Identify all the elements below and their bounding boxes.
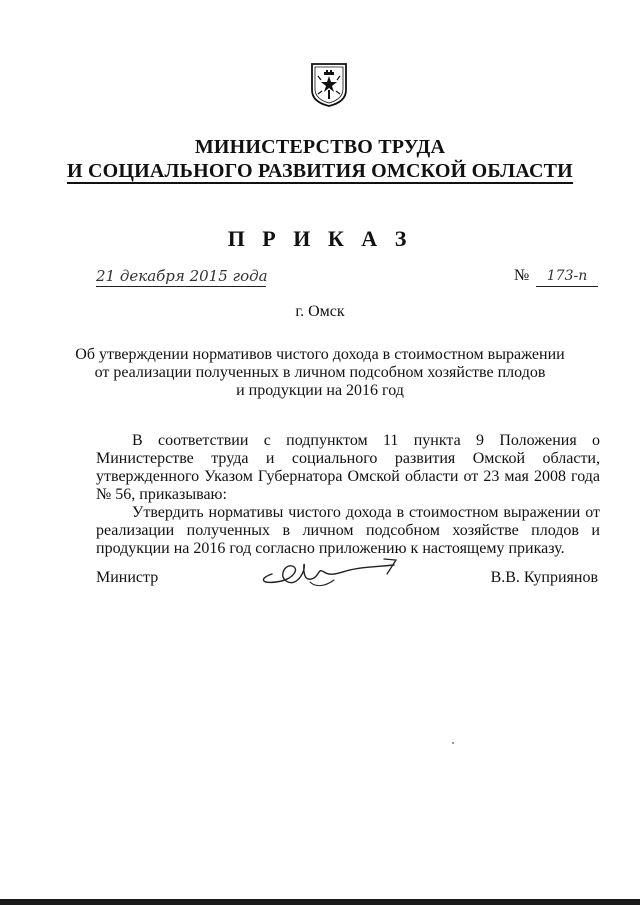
scan-speck — [452, 742, 454, 744]
document-body — [96, 432, 600, 558]
body-paragraph: В соответствии с подпунктом 11 пункта 9 Положения о Министерстве труда и социального развития Омской области, утвержденного Указом Губернатора Омской области от 23 мая 2008 года № 56, приказываю: — [96, 432, 600, 503]
document-date: 21 декабря 2015 года — [96, 267, 268, 285]
ministry-name-line2-text: И СОЦИАЛЬНОГО РАЗВИТИЯ ОМСКОЙ ОБЛАСТИ — [67, 160, 573, 182]
handwritten-signature — [254, 552, 404, 592]
subject-line: от реализации полученных в личном подсобном хозяйстве плодов — [94, 364, 546, 381]
body-paragraph: Утвердить нормативы чистого дохода в стоимостном выражении от реализации полученных в личном подсобном хозяйстве плодов и продукции на 2016 год согласно приложению к настоящему приказу. — [96, 504, 600, 557]
signer-name: В.В. Куприянов — [490, 569, 598, 586]
ministry-name-line2 — [0, 160, 640, 183]
coat-of-arms-icon — [308, 60, 350, 108]
signer-role: Министр — [96, 569, 159, 586]
subject-line: Об утверждении нормативов чистого дохода в стоимостном выражении — [75, 346, 565, 363]
document-city: г. Омск — [295, 303, 345, 320]
scan-bottom-edge — [0, 899, 640, 905]
document-subject — [0, 346, 640, 400]
ministry-name-line1: МИНИСТЕРСТВО ТРУДА — [194, 136, 446, 158]
document-number-label: № — [514, 267, 530, 284]
document-number: 173-п — [536, 266, 598, 287]
document-title: П Р И К А З — [227, 226, 413, 251]
subject-line: и продукции на 2016 год — [236, 382, 404, 399]
